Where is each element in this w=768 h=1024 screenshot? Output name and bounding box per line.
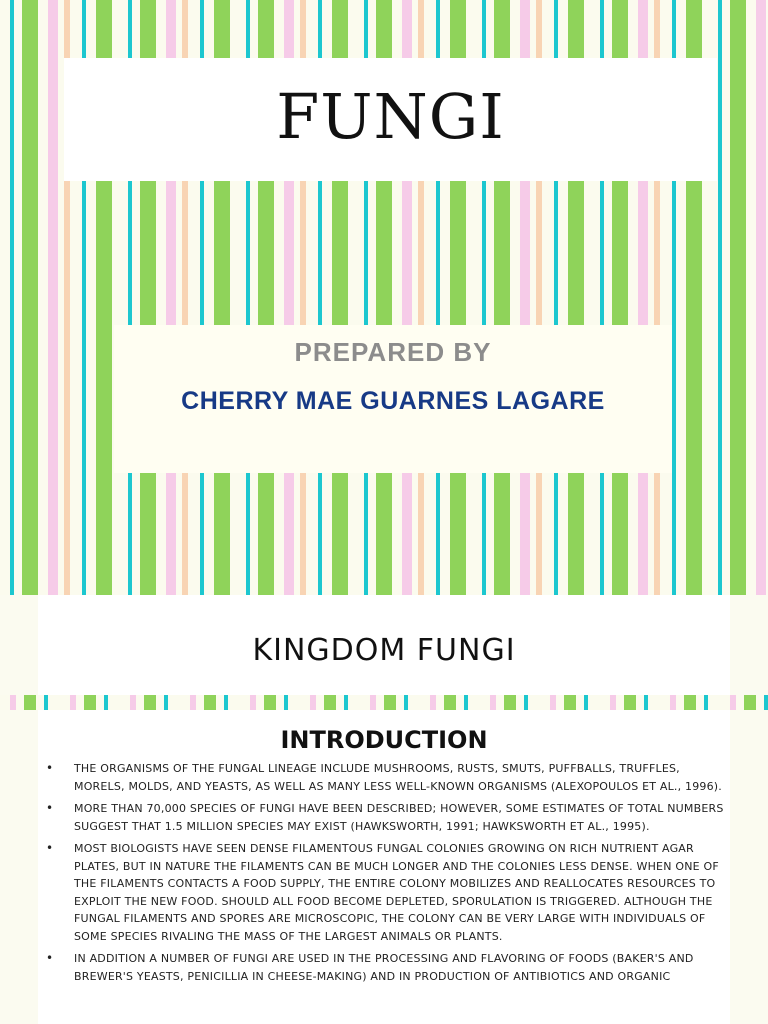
bullet-text: THE ORGANISMS OF THE FUNGAL LINEAGE INCLUDE MUSHROOMS, RUSTS, SMUTS, PUFFBALLS, TRUFFLES, MORELS, MOLDS, AND YEASTS, AS WELL AS MANY LESS WELL-KNOWN ORGANISMS (ALEXOPOULOS ET AL., 1996). bbox=[74, 762, 722, 793]
bullet-icon: • bbox=[46, 801, 54, 815]
bullet-text: MORE THAN 70,000 SPECIES OF FUNGI HAVE BEEN DESCRIBED; HOWEVER, SOME ESTIMATES OF TOTAL NUMBERS SUGGEST THAT 1.5 MILLION SPECIES MAY EXIST (HAWKSWORTH, 1991; HAWKSWORTH ET AL., 1995). bbox=[74, 802, 724, 833]
list-item bbox=[38, 950, 730, 985]
list-item bbox=[38, 840, 730, 945]
kingdom-slide bbox=[38, 595, 730, 695]
introduction-slide bbox=[38, 710, 730, 1024]
introduction-heading: INTRODUCTION bbox=[280, 726, 488, 754]
bullet-list bbox=[38, 760, 730, 990]
bullet-icon: • bbox=[46, 841, 54, 855]
slide-title: FUNGI bbox=[276, 80, 505, 153]
bullet-icon: • bbox=[46, 951, 54, 965]
author-box bbox=[114, 325, 672, 473]
striped-divider bbox=[0, 695, 768, 710]
bullet-text: IN ADDITION A NUMBER OF FUNGI ARE USED IN THE PROCESSING AND FLAVORING OF FOODS (BAKER'S AND BREWER'S YEASTS, PENICILLIA IN CHEESE-MAKING) AND IN PRODUCTION OF ANTIBIOTICS AND ORGANIC bbox=[74, 952, 694, 983]
author-name: CHERRY MAE GUARNES LAGARE bbox=[181, 387, 605, 415]
list-item bbox=[38, 800, 730, 835]
bullet-text: MOST BIOLOGISTS HAVE SEEN DENSE FILAMENTOUS FUNGAL COLONIES GROWING ON RICH NUTRIENT AGAR PLATES, BUT IN NATURE THE FILAMENTS CAN BE MUCH LONGER AND THE COLONIES LESS DENSE. WHEN ONE OF THE FILAMENTS CONTACTS A FOOD SUPPLY, THE ENTIRE COLONY MOBILIZES AND REALLOCATES RESOURCES TO EXPLOIT THE NEW FOOD. SHOULD ALL FOOD BECOME DEPLETED, SPORULATION IS TRIGGERED. ALTHOUGH THE FUNGAL FILAMENTS AND SPORES ARE MICROSCOPIC, THE COLONY CAN BE VERY LARGE WITH INDIVIDUALS OF SOME SPECIES RIVALING THE MASS OF THE LARGEST ANIMALS OR PLANTS. bbox=[74, 842, 719, 943]
title-box bbox=[64, 58, 717, 181]
bullet-icon: • bbox=[46, 761, 54, 775]
kingdom-title: KINGDOM FUNGI bbox=[252, 633, 516, 668]
list-item bbox=[38, 760, 730, 795]
prepared-by-label: PREPARED BY bbox=[294, 337, 492, 367]
